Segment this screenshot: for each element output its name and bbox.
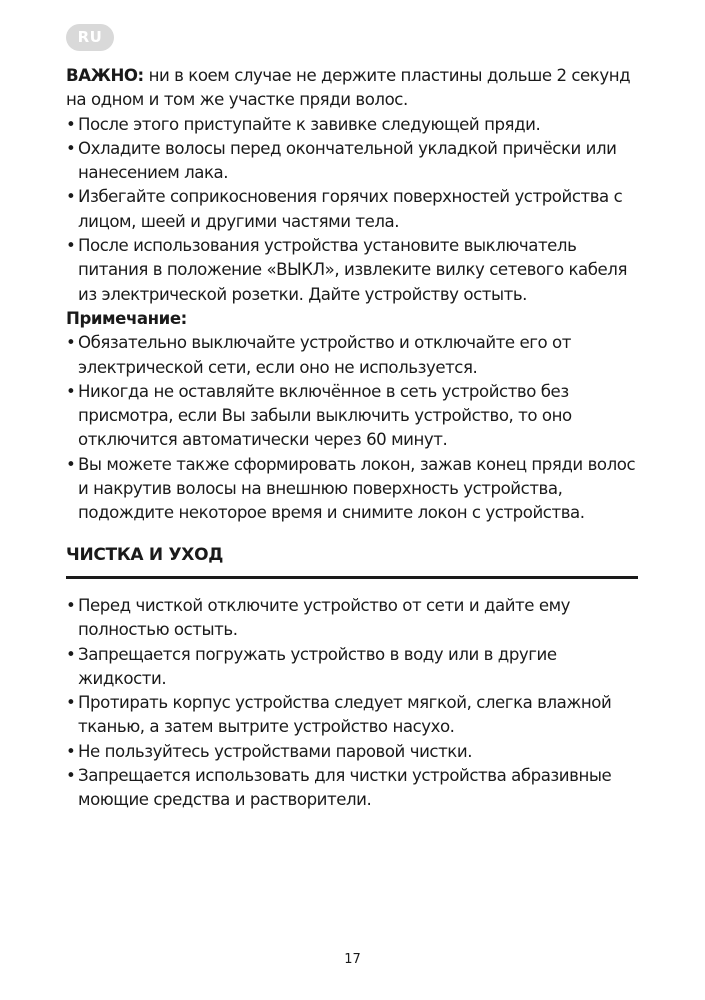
important-paragraph: [66, 64, 646, 113]
list-item: [66, 764, 646, 813]
list-item: [66, 137, 646, 186]
list-item-text: Никогда не оставляйте включённое в сеть устройство без присмотра, если Вы забыли выключить устройство, то оно отключится автоматически через 60 минут.: [78, 381, 572, 450]
list-item-text: Запрещается использовать для чистки устройства абразивные моющие средства и растворители.: [78, 766, 612, 810]
instructions-block: [66, 64, 646, 526]
list-item: [66, 234, 646, 307]
list-item: [66, 380, 646, 453]
bullet-icon: •: [66, 741, 76, 761]
page-number: 17: [344, 952, 361, 967]
list-item-text: Охладите волосы перед окончательной укладкой причёски или нанесением лака.: [78, 138, 617, 183]
list-item: [66, 691, 646, 740]
important-text: ни в коем случае не держите пластины дольше 2 секунд на одном и том же участке пряди волос.: [66, 66, 631, 110]
list-item-text: Перед чисткой отключите устройство от сети и дайте ему полностью остыть.: [78, 596, 571, 640]
cleaning-list: [66, 594, 646, 813]
list-item-text: После использования устройства установите выключатель питания в положение «ВЫКЛ», извлеките вилку сетевого кабеля из электрической розетки. Дайте устройству остыть.: [78, 236, 627, 304]
list-item: [66, 740, 646, 764]
bullet-icon: •: [66, 766, 76, 786]
bullet-icon: •: [66, 333, 76, 353]
bullet-icon: •: [66, 187, 76, 207]
note-label: Примечание:: [66, 308, 187, 328]
bullet-icon: •: [66, 381, 76, 401]
list-item-text: Не пользуйтесь устройствами паровой чистки.: [78, 741, 473, 761]
list-item-text: Избегайте соприкосновения горячих поверхностей устройства с лицом, шеей и другими частями тела.: [78, 187, 623, 231]
section-title-cleaning: ЧИСТКА И УХОД: [66, 545, 224, 565]
section-divider: [66, 576, 638, 579]
bullet-icon: •: [66, 644, 76, 664]
important-label: ВАЖНО:: [66, 66, 144, 85]
list-item-text: Вы можете также сформировать локон, зажав конец пряди волос и накрутив волосы на внешнюю поверхность устройства, подождите некоторое время и снимите локон с устройства.: [78, 454, 636, 523]
list-item-text: Обязательно выключайте устройство и отключайте его от электрической сети, если оно не используется.: [78, 333, 571, 377]
list-item-text: Запрещается погружать устройство в воду или в другие жидкости.: [78, 644, 557, 688]
bullet-icon: •: [66, 114, 76, 134]
language-badge: RU: [66, 24, 114, 51]
list-item-text: Протирать корпус устройства следует мягкой, слегка влажной тканью, а затем вытрите устройство насухо.: [78, 693, 612, 737]
list-item: [66, 453, 646, 526]
bullet-icon: •: [66, 138, 76, 158]
list-item: [66, 113, 646, 137]
list-item: [66, 643, 646, 692]
list-item: [66, 185, 646, 234]
bullet-icon: •: [66, 454, 76, 474]
list-item: [66, 594, 646, 643]
bullet-icon: •: [66, 596, 76, 615]
list-item: [66, 331, 646, 380]
list-item-text: После этого приступайте к завивке следующей пряди.: [78, 114, 541, 134]
bullet-icon: •: [66, 693, 76, 713]
bullet-icon: •: [66, 236, 76, 256]
